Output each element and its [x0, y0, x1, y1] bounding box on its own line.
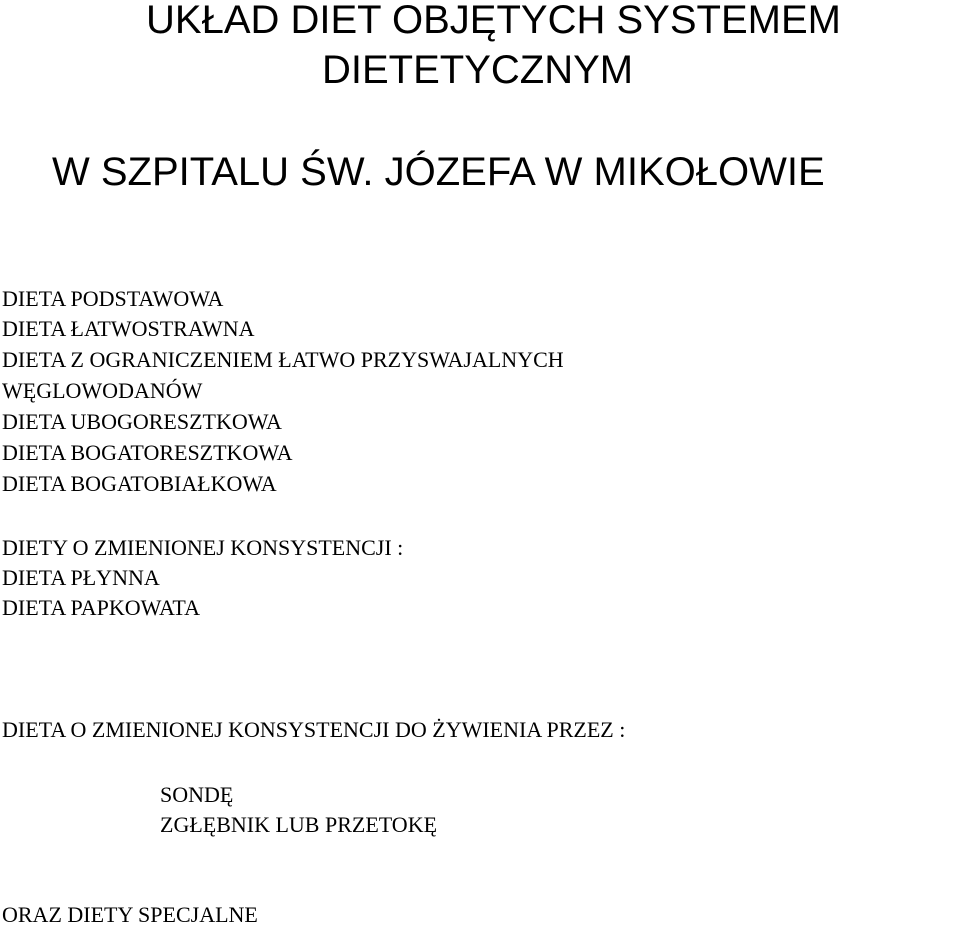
diet-list-item-continuation: WĘGLOWODANÓW: [2, 378, 203, 403]
tube-feeding-section-heading: DIETA O ZMIENIONEJ KONSYSTENCJI DO ŻYWIENIA PRZEZ :: [2, 717, 626, 742]
tube-feeding-method: ZGŁĘBNIK LUB PRZETOKĘ: [160, 812, 438, 837]
closing-line: ORAZ DIETY SPECJALNE: [2, 902, 258, 927]
diet-list-item: DIETA PAPKOWATA: [2, 595, 200, 620]
diet-list-item: DIETA PODSTAWOWA: [2, 286, 224, 311]
diet-list-item: DIETA Z OGRANICZENIEM ŁATWO PRZYSWAJALNYCH: [2, 347, 564, 372]
document-title-line-3: W SZPITALU ŚW. JÓZEFA W MIKOŁOWIE: [52, 150, 825, 194]
diet-list-item: DIETA PŁYNNA: [2, 565, 160, 590]
consistency-section-heading: DIETY O ZMIENIONEJ KONSYSTENCJI :: [2, 535, 404, 560]
tube-feeding-method: SONDĘ: [160, 782, 234, 807]
diet-list-item: DIETA BOGATOBIAŁKOWA: [2, 471, 277, 496]
diet-list-item: DIETA ŁATWOSTRAWNA: [2, 316, 255, 341]
document-title-line-1: UKŁAD DIET OBJĘTYCH SYSTEMEM: [146, 0, 841, 42]
document-title-line-2: DIETETYCZNYM: [322, 48, 634, 92]
diet-list-item: DIETA BOGATORESZTKOWA: [2, 440, 293, 465]
diet-list-item: DIETA UBOGORESZTKOWA: [2, 409, 282, 434]
